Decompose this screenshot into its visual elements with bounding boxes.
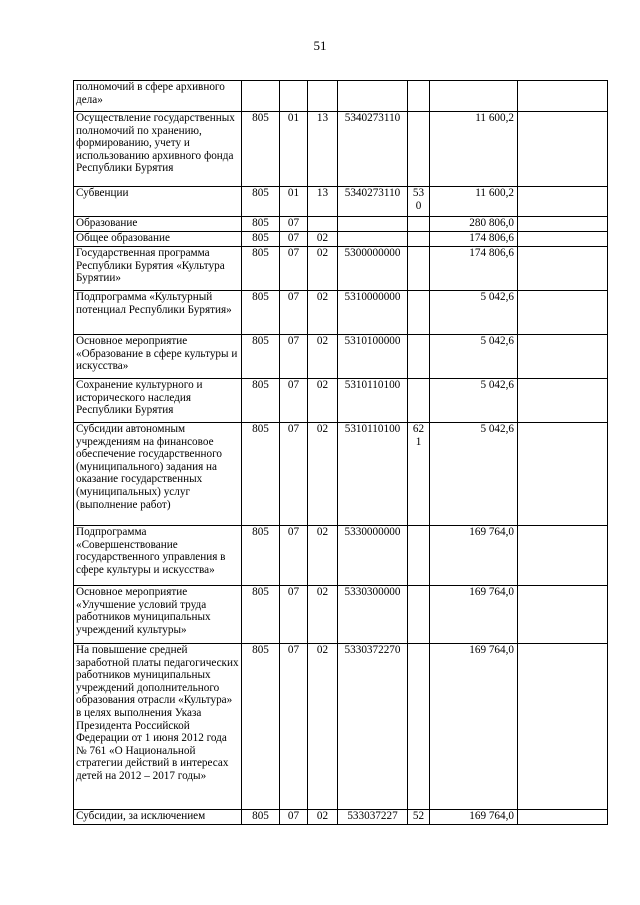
amount: 5 042,6	[430, 379, 518, 423]
amount: 280 806,0	[430, 217, 518, 232]
amount: 11 600,2	[430, 112, 518, 187]
blank-cell	[518, 217, 608, 232]
amount: 169 764,0	[430, 810, 518, 825]
item-name: Сохранение культурного и исторического наследия Республики Бурятия	[74, 379, 242, 423]
budget-table	[73, 80, 608, 825]
target-article-code: 5300000000	[338, 247, 408, 291]
subsection-code	[308, 81, 338, 112]
grbs-code: 805	[242, 291, 280, 335]
target-article-code: 5340273110	[338, 112, 408, 187]
amount: 174 806,6	[430, 247, 518, 291]
table-row	[74, 232, 608, 247]
expense-type-code	[408, 247, 430, 291]
subsection-code: 02	[308, 644, 338, 810]
amount: 169 764,0	[430, 526, 518, 586]
target-article-code: 5310100000	[338, 335, 408, 379]
target-article-code	[338, 217, 408, 232]
subsection-code	[308, 217, 338, 232]
item-name: Осуществление государственных полномочий по хранению, формированию, учету и использованию архивного фонда Республики Бурятия	[74, 112, 242, 187]
amount: 5 042,6	[430, 423, 518, 526]
table-row	[74, 291, 608, 335]
grbs-code: 805	[242, 112, 280, 187]
grbs-code: 805	[242, 526, 280, 586]
blank-cell	[518, 379, 608, 423]
subsection-code: 02	[308, 526, 338, 586]
item-name: Подпрограмма «Совершенствование государственного управления в сфере культуры и искусства»	[74, 526, 242, 586]
grbs-code: 805	[242, 423, 280, 526]
grbs-code: 805	[242, 810, 280, 825]
blank-cell	[518, 232, 608, 247]
section-code: 07	[280, 810, 308, 825]
amount: 169 764,0	[430, 586, 518, 644]
amount: 5 042,6	[430, 291, 518, 335]
expense-type-code	[408, 81, 430, 112]
section-code: 07	[280, 586, 308, 644]
expense-type-code	[408, 644, 430, 810]
subsection-code: 13	[308, 112, 338, 187]
blank-cell	[518, 423, 608, 526]
table-row	[74, 187, 608, 217]
table-row	[74, 81, 608, 112]
target-article-code: 5310110100	[338, 379, 408, 423]
target-article-code: 5310110100	[338, 423, 408, 526]
section-code: 01	[280, 112, 308, 187]
subsection-code: 02	[308, 379, 338, 423]
subsection-code: 13	[308, 187, 338, 217]
blank-cell	[518, 247, 608, 291]
target-article-code: 5340273110	[338, 187, 408, 217]
table-row	[74, 586, 608, 644]
expense-type-code	[408, 586, 430, 644]
grbs-code: 805	[242, 217, 280, 232]
expense-type-code	[408, 291, 430, 335]
section-code: 07	[280, 291, 308, 335]
item-name: Образование	[74, 217, 242, 232]
grbs-code: 805	[242, 335, 280, 379]
amount: 5 042,6	[430, 335, 518, 379]
table-row	[74, 335, 608, 379]
item-name: На повышение средней заработной платы педагогических работников муниципальных учреждений дополнительного образования отрасли «Культура» в целях выполнения Указа Президента Российской Федерации от 1 июня 2012 года № 761 «О Национальной стратегии действий в интересах детей на 2012 – 2017 годы»	[74, 644, 242, 810]
blank-cell	[518, 81, 608, 112]
table-row	[74, 247, 608, 291]
section-code	[280, 81, 308, 112]
blank-cell	[518, 810, 608, 825]
section-code: 01	[280, 187, 308, 217]
grbs-code: 805	[242, 586, 280, 644]
section-code: 07	[280, 247, 308, 291]
table-row	[74, 423, 608, 526]
amount: 174 806,6	[430, 232, 518, 247]
expense-type-code	[408, 232, 430, 247]
section-code: 07	[280, 335, 308, 379]
item-name: Основное мероприятие «Улучшение условий труда работников муниципальных учреждений культуры»	[74, 586, 242, 644]
section-code: 07	[280, 232, 308, 247]
subsection-code: 02	[308, 291, 338, 335]
expense-type-code: 621	[408, 423, 430, 526]
grbs-code: 805	[242, 187, 280, 217]
section-code: 07	[280, 423, 308, 526]
blank-cell	[518, 526, 608, 586]
target-article-code	[338, 232, 408, 247]
section-code: 07	[280, 217, 308, 232]
expense-type-code	[408, 217, 430, 232]
item-name: Субвенции	[74, 187, 242, 217]
page-number: 51	[313, 38, 327, 53]
amount: 11 600,2	[430, 187, 518, 217]
subsection-code: 02	[308, 335, 338, 379]
blank-cell	[518, 335, 608, 379]
target-article-code: 533037227	[338, 810, 408, 825]
section-code: 07	[280, 526, 308, 586]
item-name: полномочий в сфере архивного дела»	[74, 81, 242, 112]
amount	[430, 81, 518, 112]
subsection-code: 02	[308, 247, 338, 291]
grbs-code: 805	[242, 644, 280, 810]
table-row	[74, 810, 608, 825]
table-row	[74, 217, 608, 232]
grbs-code: 805	[242, 232, 280, 247]
expense-type-code	[408, 335, 430, 379]
subsection-code: 02	[308, 232, 338, 247]
subsection-code: 02	[308, 810, 338, 825]
item-name: Общее образование	[74, 232, 242, 247]
grbs-code	[242, 81, 280, 112]
subsection-code: 02	[308, 586, 338, 644]
target-article-code: 5330372270	[338, 644, 408, 810]
item-name: Субсидии, за исключением	[74, 810, 242, 825]
table-row	[74, 526, 608, 586]
item-name: Подпрограмма «Культурный потенциал Республики Бурятия»	[74, 291, 242, 335]
expense-type-code: 52	[408, 810, 430, 825]
blank-cell	[518, 187, 608, 217]
blank-cell	[518, 586, 608, 644]
item-name: Государственная программа Республики Бурятия «Культура Бурятии»	[74, 247, 242, 291]
table-row	[74, 379, 608, 423]
blank-cell	[518, 291, 608, 335]
section-code: 07	[280, 379, 308, 423]
amount: 169 764,0	[430, 644, 518, 810]
target-article-code	[338, 81, 408, 112]
expense-type-code	[408, 526, 430, 586]
item-name: Основное мероприятие «Образование в сфере культуры и искусства»	[74, 335, 242, 379]
table-row	[74, 112, 608, 187]
expense-type-code	[408, 112, 430, 187]
grbs-code: 805	[242, 247, 280, 291]
item-name: Субсидии автономным учреждениям на финансовое обеспечение государственного (муниципального) задания на оказание государственных (муниципальных) услуг (выполнение работ)	[74, 423, 242, 526]
section-code: 07	[280, 644, 308, 810]
blank-cell	[518, 112, 608, 187]
blank-cell	[518, 644, 608, 810]
target-article-code: 5330000000	[338, 526, 408, 586]
expense-type-code	[408, 379, 430, 423]
table-row	[74, 644, 608, 810]
target-article-code: 5330300000	[338, 586, 408, 644]
target-article-code: 5310000000	[338, 291, 408, 335]
grbs-code: 805	[242, 379, 280, 423]
expense-type-code: 530	[408, 187, 430, 217]
subsection-code: 02	[308, 423, 338, 526]
